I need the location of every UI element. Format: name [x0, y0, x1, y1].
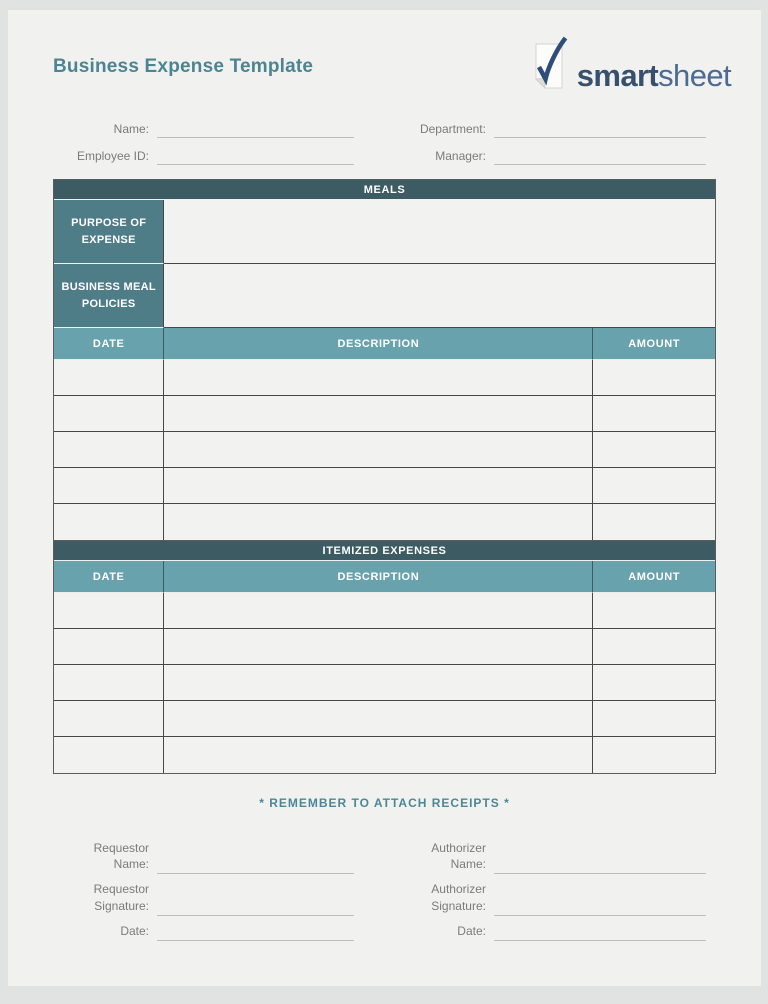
business-meal-policies-row [54, 264, 715, 328]
itemized-expenses-table [53, 540, 716, 774]
meals-amount-column-header: AMOUNT [593, 328, 715, 360]
employee-id-input-line[interactable] [157, 145, 354, 165]
authorizer-signature-label: Authorizer Signature: [431, 882, 486, 913]
requestor-name-input-line[interactable] [157, 856, 354, 874]
date-cell[interactable] [54, 665, 164, 701]
date-cell[interactable] [54, 504, 164, 540]
description-cell[interactable] [164, 504, 593, 540]
description-cell[interactable] [164, 593, 593, 629]
amount-cell[interactable] [593, 504, 715, 540]
date-cell[interactable] [54, 360, 164, 396]
requestor-date-label: Date: [120, 923, 149, 938]
requestor-date-input-line[interactable] [157, 923, 354, 941]
description-cell[interactable] [164, 665, 593, 701]
authorizer-name-field [390, 840, 706, 874]
logo-text-sheet: sheet [658, 58, 731, 93]
amount-cell[interactable] [593, 701, 715, 737]
authorizer-date-field [390, 923, 706, 941]
requestor-date-field [53, 923, 354, 941]
authorizer-date-input-line[interactable] [494, 923, 706, 941]
signature-section [8, 810, 761, 948]
itemized-column-header-row [54, 561, 715, 593]
description-cell[interactable] [164, 432, 593, 468]
employee-id-label: Employee ID: [76, 149, 149, 163]
itemized-description-column-header: DESCRIPTION [164, 561, 593, 593]
authorizer-signature-input-line[interactable] [494, 898, 706, 916]
meals-table [53, 179, 716, 540]
header [8, 10, 761, 97]
date-cell[interactable] [54, 629, 164, 665]
amount-cell[interactable] [593, 665, 715, 701]
amount-cell[interactable] [593, 468, 715, 504]
logo-wordmark [577, 60, 731, 97]
itemized-date-column-header: DATE [54, 561, 164, 593]
description-cell[interactable] [164, 701, 593, 737]
name-field [53, 111, 354, 138]
amount-cell[interactable] [593, 396, 715, 432]
name-input-line[interactable] [157, 118, 354, 138]
table-row [54, 504, 715, 540]
requestor-signature-input-line[interactable] [157, 898, 354, 916]
date-cell[interactable] [54, 468, 164, 504]
name-label: Name: [113, 122, 149, 136]
meals-column-header-row [54, 328, 715, 360]
department-label: Department: [419, 122, 486, 136]
requestor-signature-field [53, 881, 354, 915]
checkmark-document-icon [528, 36, 570, 97]
page-title: Business Expense Template [53, 55, 314, 77]
purpose-of-expense-cell[interactable] [164, 200, 715, 264]
employee-info-fields [8, 97, 761, 165]
description-cell[interactable] [164, 629, 593, 665]
purpose-of-expense-row [54, 200, 715, 264]
smartsheet-logo [528, 36, 731, 97]
table-row [54, 432, 715, 468]
requestor-name-field [53, 840, 354, 874]
requestor-signature-label: Requestor Signature: [93, 882, 149, 913]
table-row [54, 737, 715, 773]
department-input-line[interactable] [494, 118, 706, 138]
table-row [54, 396, 715, 432]
expense-tables [8, 165, 761, 774]
department-field [390, 111, 706, 138]
business-meal-policies-label: BUSINESS MEAL POLICIES [54, 264, 164, 328]
attach-receipts-note: * REMEMBER TO ATTACH RECEIPTS * [259, 796, 510, 810]
authorizer-name-label: Authorizer Name: [431, 841, 486, 872]
description-cell[interactable] [164, 396, 593, 432]
authorizer-name-input-line[interactable] [494, 856, 706, 874]
meals-section-title: MEALS [54, 180, 715, 200]
table-row [54, 468, 715, 504]
date-cell[interactable] [54, 593, 164, 629]
amount-cell[interactable] [593, 737, 715, 773]
authorizer-date-label: Date: [457, 923, 486, 938]
date-cell[interactable] [54, 396, 164, 432]
amount-cell[interactable] [593, 432, 715, 468]
authorizer-signature-field [390, 881, 706, 915]
table-row [54, 701, 715, 737]
amount-cell[interactable] [593, 593, 715, 629]
purpose-of-expense-label: PURPOSE OF EXPENSE [54, 200, 164, 264]
requestor-signature-block [53, 840, 354, 948]
table-row [54, 665, 715, 701]
description-cell[interactable] [164, 468, 593, 504]
table-row [54, 629, 715, 665]
amount-cell[interactable] [593, 360, 715, 396]
authorizer-signature-block [390, 840, 706, 948]
business-meal-policies-cell[interactable] [164, 264, 715, 328]
manager-label: Manager: [435, 149, 486, 163]
date-cell[interactable] [54, 432, 164, 468]
amount-cell[interactable] [593, 629, 715, 665]
itemized-amount-column-header: AMOUNT [593, 561, 715, 593]
table-row [54, 360, 715, 396]
employee-id-field [53, 138, 354, 165]
table-row [54, 593, 715, 629]
date-cell[interactable] [54, 701, 164, 737]
logo-text-smart: smart [576, 58, 659, 93]
meals-description-column-header: DESCRIPTION [164, 328, 593, 360]
manager-input-line[interactable] [494, 145, 706, 165]
description-cell[interactable] [164, 737, 593, 773]
date-cell[interactable] [54, 737, 164, 773]
description-cell[interactable] [164, 360, 593, 396]
meals-date-column-header: DATE [54, 328, 164, 360]
requestor-name-label: Requestor Name: [93, 841, 149, 872]
meals-section-header [54, 180, 715, 200]
itemized-section-title: ITEMIZED EXPENSES [54, 541, 715, 561]
manager-field [390, 138, 706, 165]
document-page [8, 10, 761, 986]
itemized-section-header [54, 541, 715, 561]
